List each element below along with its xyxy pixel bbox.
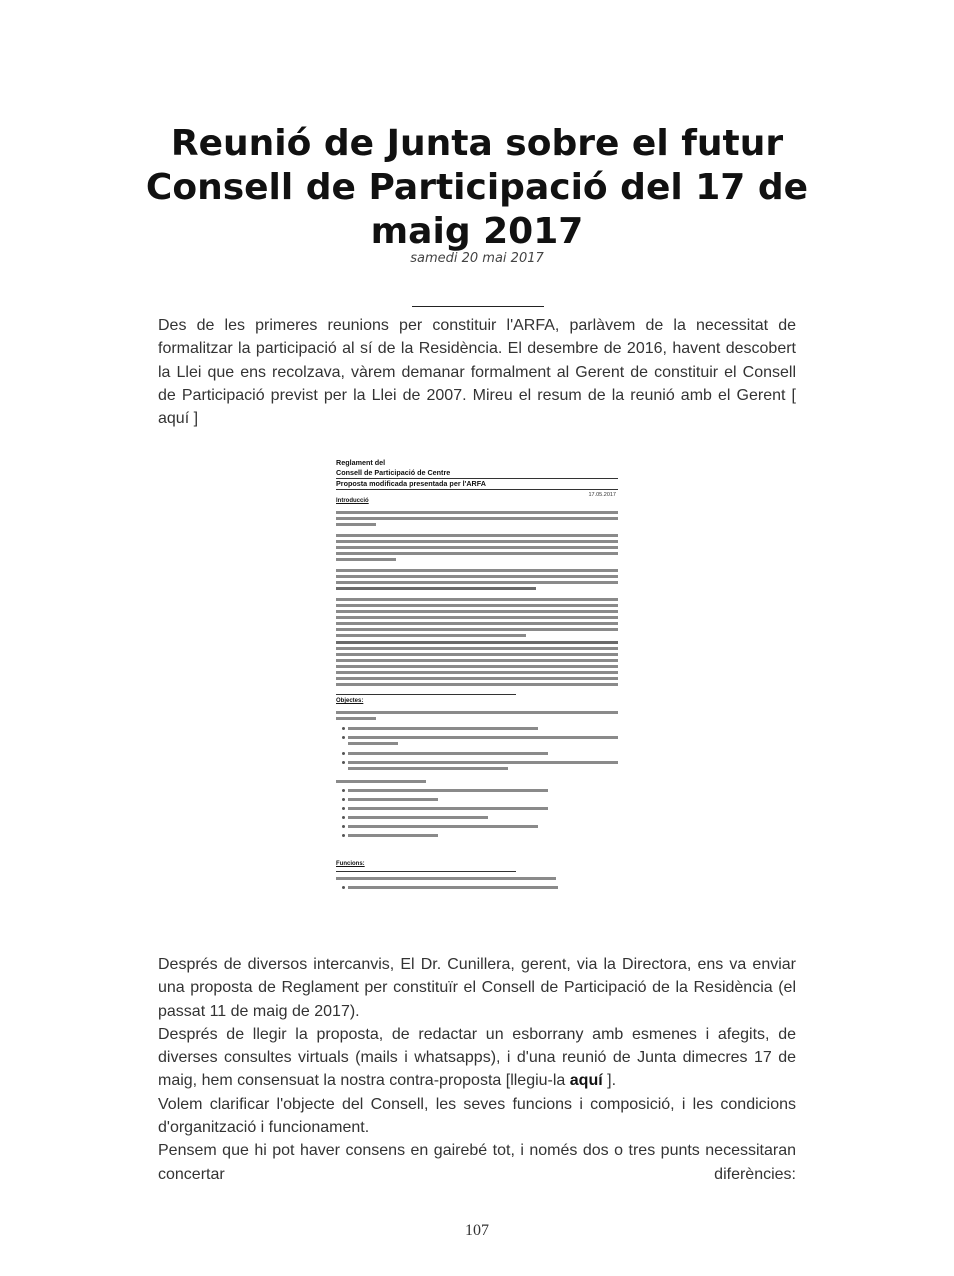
doc-text-line [348,789,548,792]
doc-text-line [336,877,556,880]
doc-date: 17.05.2017 [588,492,616,498]
doc-bullet [342,886,345,889]
doc-text-line [336,711,618,714]
doc-bullet [342,789,345,792]
doc-bullet [342,761,345,764]
doc-bullet [342,816,345,819]
doc-text-line [348,727,538,730]
intro-paragraph [158,314,796,430]
doc-text-line [336,598,618,601]
doc-rule [336,694,516,695]
publish-date: samedi 20 mai 2017 [410,251,544,266]
doc-text-line [336,671,618,674]
doc-text-line [336,569,618,572]
doc-text-line [336,616,618,619]
intro-text: Des de les primeres reunions per constituir l'ARFA, parlàvem de la necessitat de formalitzar la participació al sí de la Residència. El desembre de 2016, havent descobert la Llei que ens recolzava, vàrem demanar formalment al Gerent de constituir el Consell de Participació previst per la Llei de 2007. Mireu el resum de la reunió amb el Gerent [ [158,317,796,404]
doc-text-line [336,683,618,686]
body-paragraph-2 [158,1023,796,1093]
doc-heading-3: Proposta modificada presentada per l'ARFA [336,479,486,488]
doc-text-line [336,647,618,650]
doc-rule [336,489,618,490]
doc-text-line [348,752,548,755]
doc-bullet [342,752,345,755]
doc-text-line [336,659,618,662]
doc-text-line [336,534,618,537]
doc-text-line [336,622,618,625]
doc-text-line [348,816,488,819]
doc-text-line [348,834,438,837]
doc-text-line [336,546,618,549]
counter-proposal-link[interactable]: aquí [569,1072,603,1090]
doc-text-line [336,540,618,543]
doc-text-line [336,717,376,720]
doc-text-line [336,523,376,526]
doc-text-line [336,634,526,637]
doc-section-funcions: Funcions: [336,861,365,867]
doc-text-line [336,558,396,561]
doc-text-line [336,780,426,783]
doc-text-line [348,767,508,770]
doc-heading-1: Reglament del [336,458,386,467]
doc-text-line [348,807,548,810]
body-text [158,953,796,1186]
doc-text-line [348,798,438,801]
doc-text-line [336,575,618,578]
doc-bullet [342,834,345,837]
body-paragraph-4: Pensem que hi pot haver consens en gairebé tot, i només dos o tres punts necessitaran concertar diferències: [158,1142,796,1183]
doc-bullet [342,727,345,730]
doc-text-line [348,825,538,828]
doc-text-line [348,886,558,889]
doc-text-line [336,610,618,613]
doc-text-line [336,641,618,644]
embedded-regulation-document [336,456,618,896]
intro-end: ] [193,410,199,428]
body-paragraph-2-text: Després de llegir la proposta, de redactar un esborrany amb esmenes i afegits, de diverses consultes virtuals (mails i whatsapps), i d'una reunió de Junta dimecres 17 de maig, hem consensuat la nostra contra-proposta [llegiu-la [158,1025,796,1090]
doc-text-line [336,581,618,584]
page-title: Reunió de Junta sobre el futur Consell de Participació del 17 de maig 2017 [145,123,809,252]
page-number: 107 [465,1222,489,1239]
doc-text-line [336,517,618,520]
doc-text-line [336,552,618,555]
body-paragraph-3: Volem clarificar l'objecte del Consell, les seves funcions i composició, i les condicions d'organització i funcionament. [158,1095,796,1137]
doc-bullet [342,798,345,801]
doc-rule [336,871,516,872]
doc-text-line [336,653,618,656]
doc-text-line [348,742,398,745]
doc-bullet [342,807,345,810]
doc-bullet [342,736,345,739]
doc-text-line [336,677,618,680]
doc-section-objectes: Objectes: [336,698,364,704]
doc-section-intro: Introducció [336,498,369,504]
divider [412,306,544,307]
doc-text-line [336,604,618,607]
doc-bullet [342,825,345,828]
doc-text-line [336,628,618,631]
doc-text-line [348,736,618,739]
doc-text-line [348,761,618,764]
doc-heading-2: Consell de Participació de Centre [336,468,451,477]
body-paragraph-1: Després de diversos intercanvis, El Dr. Cunillera, gerent, via la Directora, ens va enviar una proposta de Reglament per constituïr el Consell de Participació de la Residència (el passat 11 de maig de 2017). [158,956,796,1020]
doc-text-line [336,665,618,668]
gerent-summary-link[interactable]: aquí [158,410,194,428]
body-paragraph-2-end: ]. [602,1072,617,1090]
doc-text-line [336,587,536,590]
doc-text-line [336,511,618,514]
